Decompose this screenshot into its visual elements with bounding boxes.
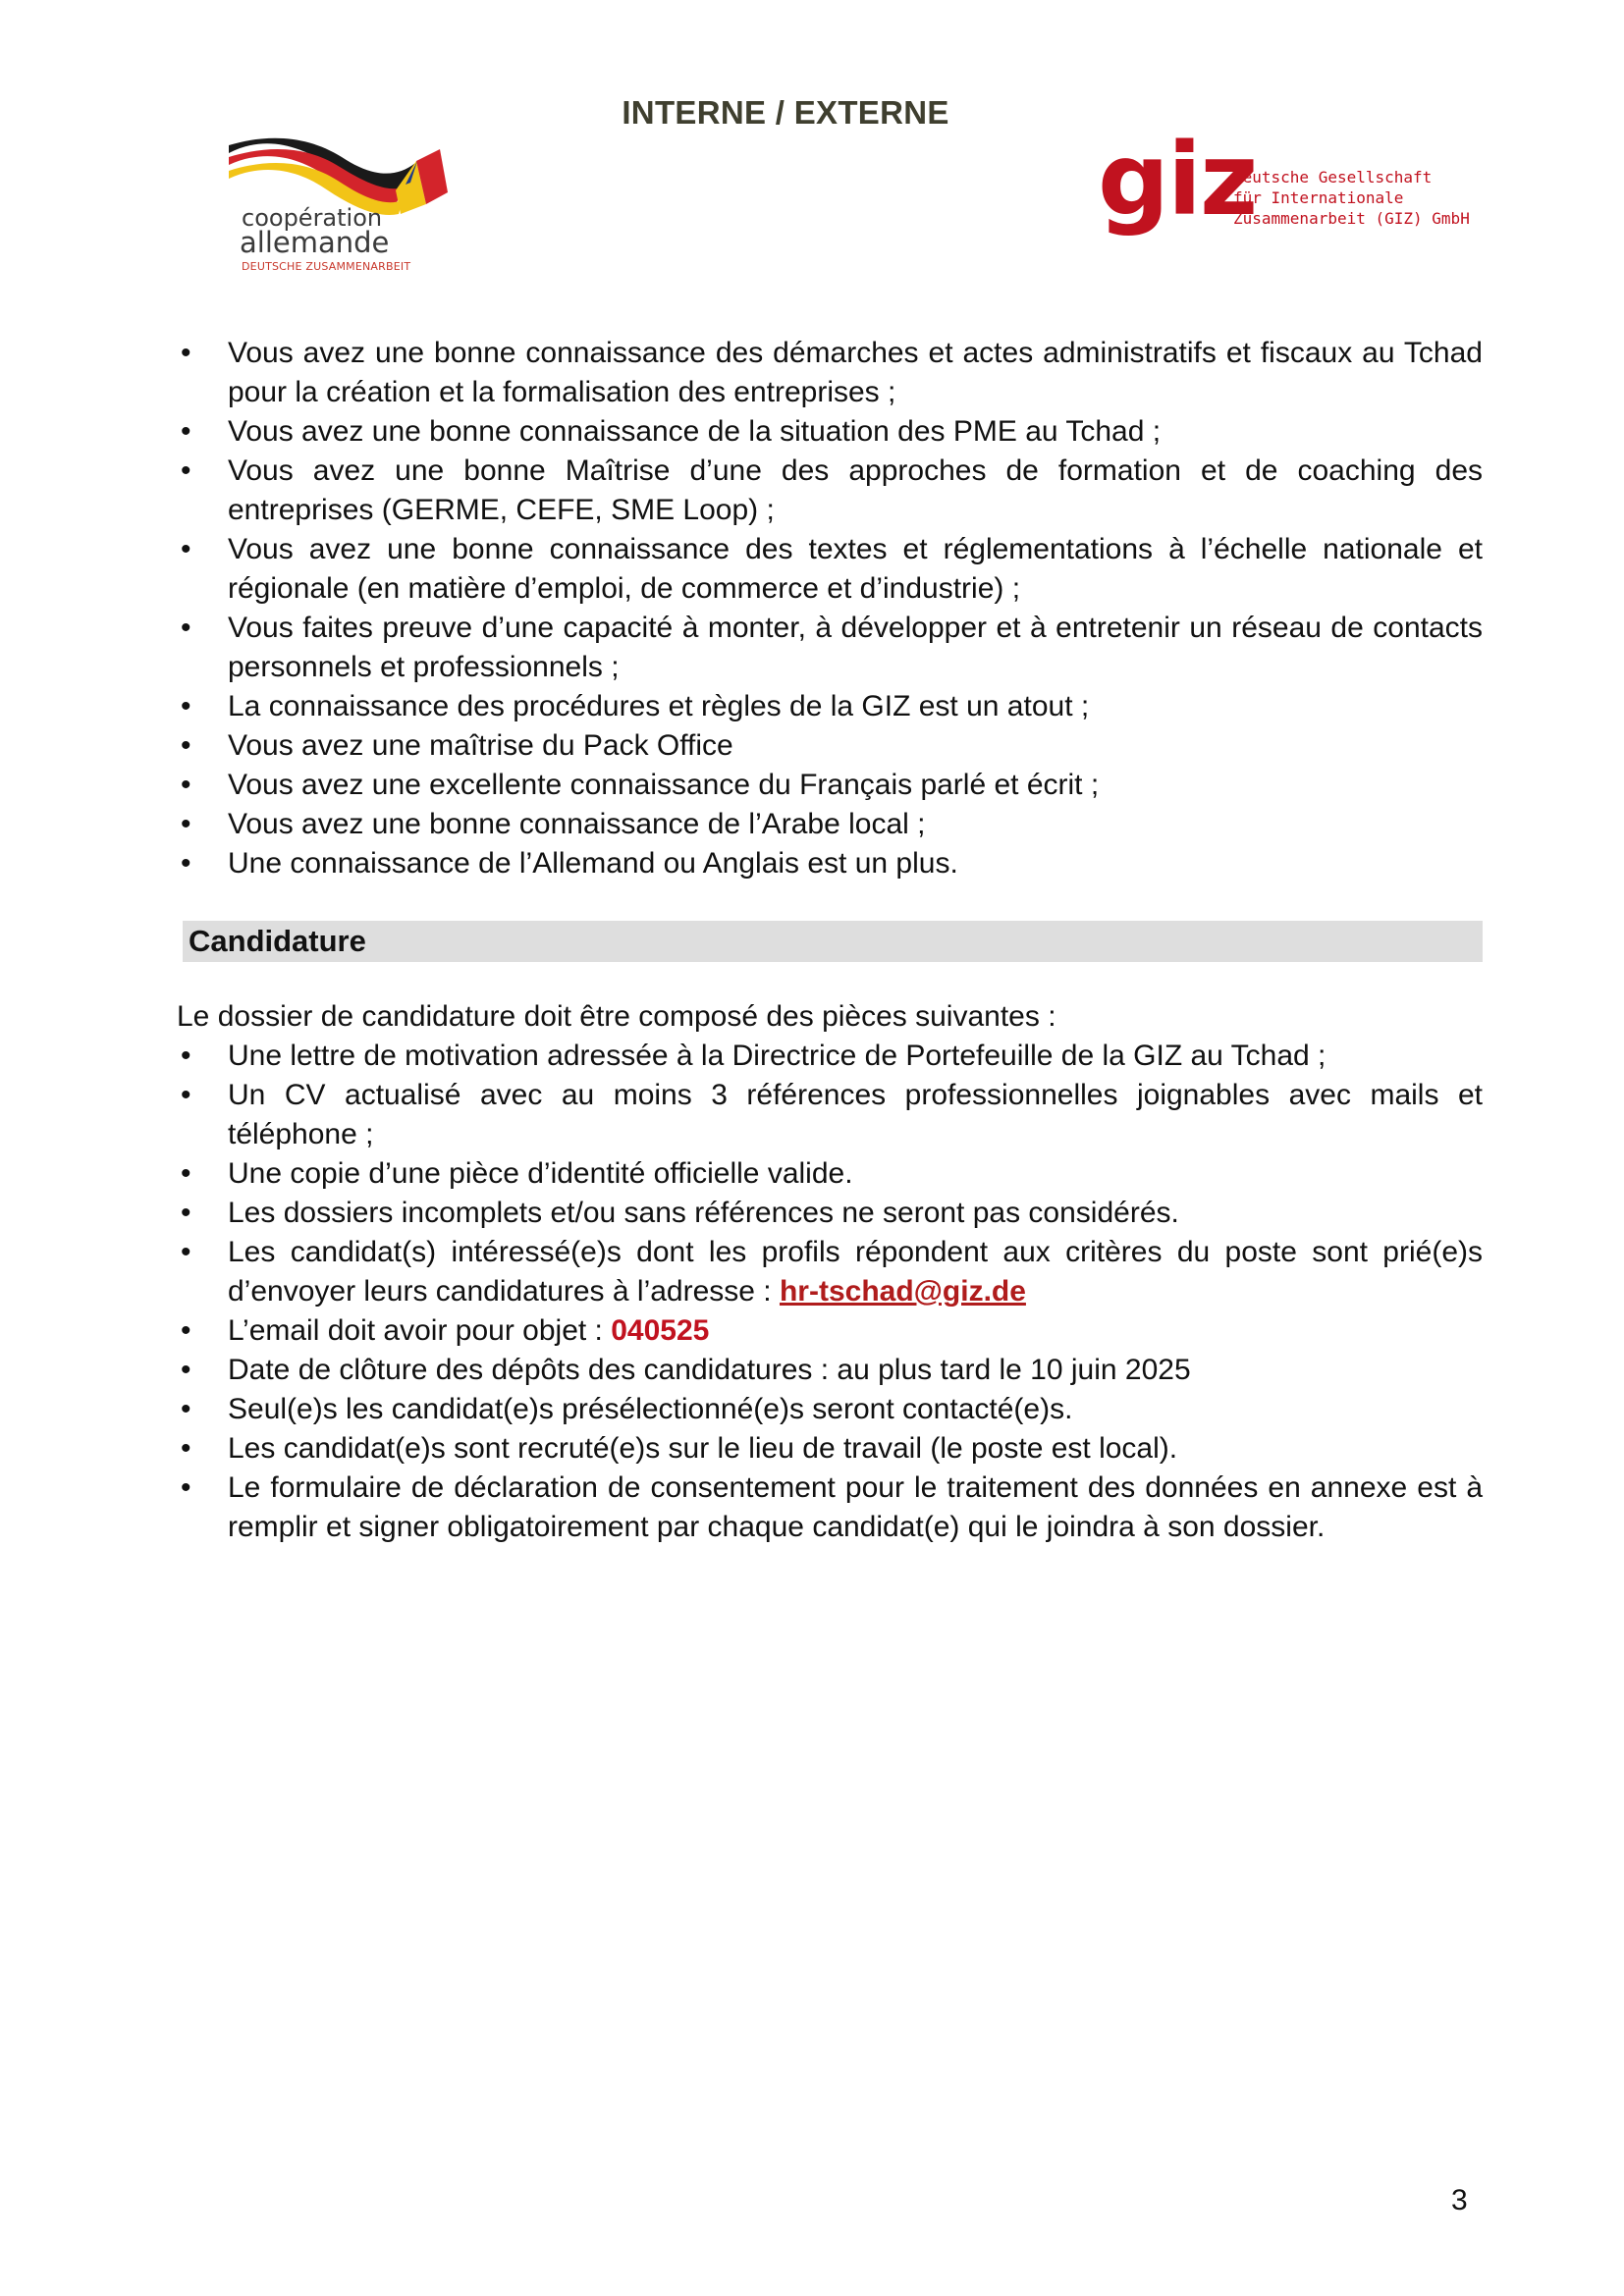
application-email-link[interactable]: hr-tschad@giz.de xyxy=(779,1275,1026,1308)
logo-text-deutsche-zusammenarbeit: DEUTSCHE ZUSAMMENARBEIT xyxy=(242,260,411,273)
section-heading-candidature: Candidature xyxy=(183,921,1483,962)
list-item: • Vous avez une bonne connaissance des textes et réglementations à l’échelle nationale et régionale (en matière d’emploi, de commerce et d’industrie) ; xyxy=(177,530,1483,609)
list-item: • Date de clôture des dépôts des candidatures : au plus tard le 10 juin 2025 xyxy=(177,1351,1483,1390)
list-item: • Une copie d’une pièce d’identité officielle valide. xyxy=(177,1154,1483,1194)
candidature-requirements-list xyxy=(177,1037,1483,1547)
list-item: • Vous avez une bonne connaissance de la situation des PME au Tchad ; xyxy=(177,412,1483,452)
logo-text-cooperation: coopération xyxy=(242,204,383,232)
list-item: • La connaissance des procédures et règles de la GIZ est un atout ; xyxy=(177,687,1483,726)
document-body xyxy=(177,334,1483,1547)
list-item-subject xyxy=(177,1311,1483,1351)
logo-text-allemande: allemande xyxy=(240,226,390,259)
giz-company-line: Deutsche Gesellschaft xyxy=(1233,168,1433,187)
cooperation-allemande-logo xyxy=(224,135,469,273)
giz-company-name xyxy=(1233,167,1470,229)
list-item-email xyxy=(177,1233,1483,1311)
list-item: • Vous avez une excellente connaissance du Français parlé et écrit ; xyxy=(177,766,1483,805)
giz-logo xyxy=(1098,122,1490,255)
list-item: • Le formulaire de déclaration de consentement pour le traitement des données en annexe est à remplir et signer obligatoirement par chaque candidat(e) qui le joindra à son dossier. xyxy=(177,1468,1483,1547)
list-item: • Vous avez une bonne Maîtrise d’une des approches de formation et de coaching des entreprises (GERME, CEFE, SME Loop) ; xyxy=(177,452,1483,530)
list-item: • Une lettre de motivation adressée à la Directrice de Portefeuille de la GIZ au Tchad ; xyxy=(177,1037,1483,1076)
giz-wordmark: giz xyxy=(1098,122,1257,239)
list-item: • Un CV actualisé avec au moins 3 références professionnelles joignables avec mails et téléphone ; xyxy=(177,1076,1483,1154)
list-item: • Vous avez une bonne connaissance des démarches et actes administratifs et fiscaux au Tchad pour la création et la formalisation des entreprises ; xyxy=(177,334,1483,412)
list-item: • Une connaissance de l’Allemand ou Anglais est un plus. xyxy=(177,844,1483,883)
list-item: • Les candidat(e)s sont recruté(e)s sur le lieu de travail (le poste est local). xyxy=(177,1429,1483,1468)
candidature-intro: Le dossier de candidature doit être composé des pièces suivantes : xyxy=(177,1000,1056,1033)
email-instruction-text: Les candidat(s) intéressé(e)s dont les profils répondent aux critères du poste sont prié(e)s d’envoyer leurs candidatures à l’adresse : xyxy=(228,1236,1483,1308)
profile-requirements-list xyxy=(177,334,1483,883)
list-item: • Vous avez une maîtrise du Pack Office xyxy=(177,726,1483,766)
reference-code: 040525 xyxy=(611,1314,710,1347)
list-item: • Les dossiers incomplets et/ou sans références ne seront pas considérés. xyxy=(177,1194,1483,1233)
subject-instruction-text: L’email doit avoir pour objet : xyxy=(228,1314,612,1347)
page-number: 3 xyxy=(1451,2184,1468,2216)
document-header-title: INTERNE / EXTERNE xyxy=(622,94,949,131)
list-item: • Seul(e)s les candidat(e)s présélectionné(e)s seront contacté(e)s. xyxy=(177,1390,1483,1429)
giz-company-line: Zusammenarbeit (GIZ) GmbH xyxy=(1233,209,1470,228)
giz-company-line: für Internationale xyxy=(1233,188,1404,207)
list-item: • Vous faites preuve d’une capacité à monter, à développer et à entretenir un réseau de contacts personnels et professionnels ; xyxy=(177,609,1483,687)
list-item: • Vous avez une bonne connaissance de l’Arabe local ; xyxy=(177,805,1483,844)
